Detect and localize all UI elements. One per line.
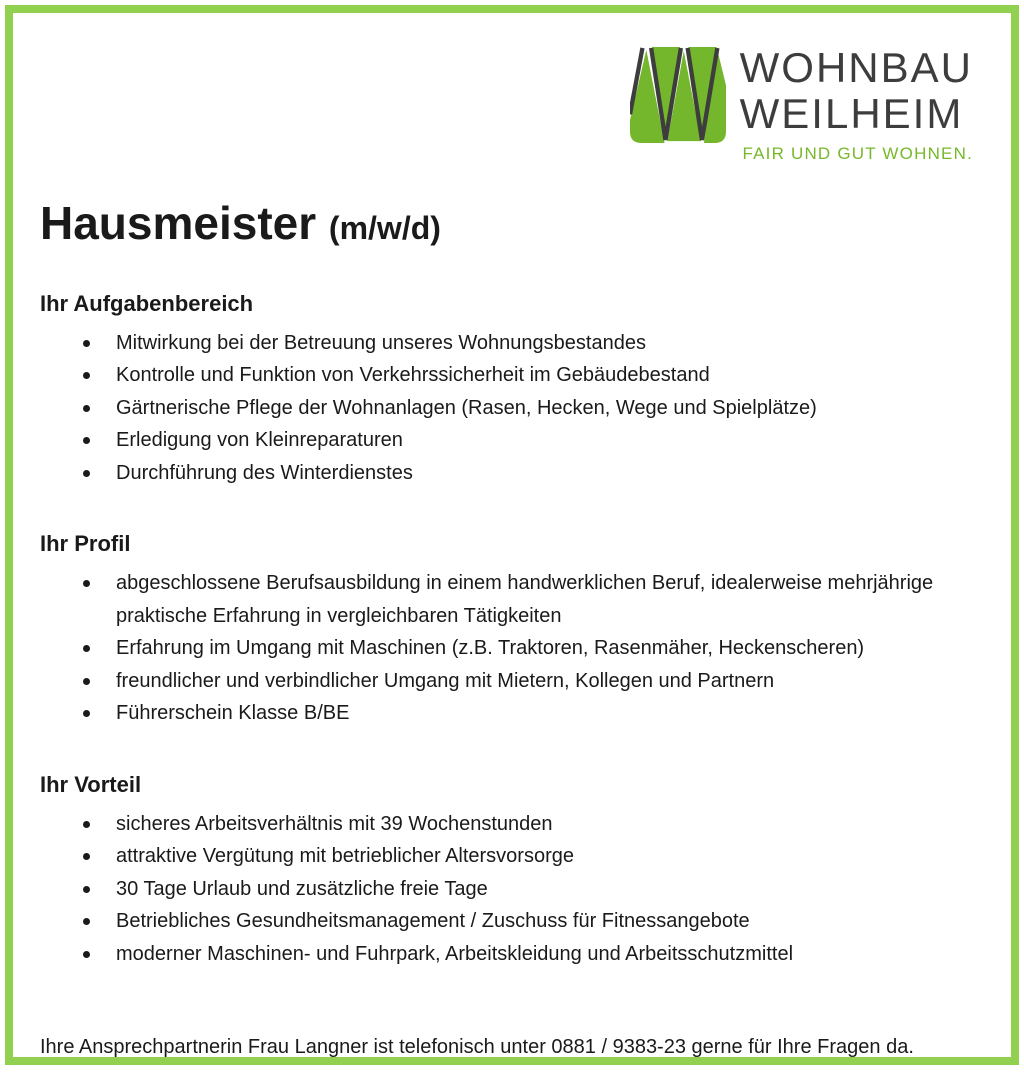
bullet-list: [40, 327, 991, 490]
header: [28, 45, 991, 164]
list-item: Durchführung des Winterdienstes: [81, 457, 991, 490]
section-heading: Ihr Aufgabenbereich: [40, 290, 254, 316]
logo-word-2: WEILHEIM: [739, 90, 964, 137]
bullet-list: [40, 808, 991, 971]
bullet-list: [40, 567, 991, 730]
list-item: abgeschlossene Berufsausbildung in einem handwerklichen Beruf, idealerweise mehrjährige praktische Erfahrung in vergleichbaren Tätigkeiten: [81, 567, 991, 632]
list-item: moderner Maschinen- und Fuhrpark, Arbeitskleidung und Arbeitsschutzmittel: [81, 938, 991, 971]
logo-word-1: WOHNBAU: [739, 44, 973, 91]
section-aufgabenbereich: [28, 291, 991, 490]
logo-text: [740, 45, 973, 164]
job-title-main: Hausmeister: [40, 197, 317, 249]
list-item: Mitwirkung bei der Betreuung unseres Wohnungsbestandes: [81, 327, 991, 360]
list-item: Erledigung von Kleinreparaturen: [81, 424, 991, 457]
company-logo: [630, 45, 973, 164]
list-item: Betriebliches Gesundheitsmanagement / Zuschuss für Fitnessangebote: [81, 905, 991, 938]
list-item: Kontrolle und Funktion von Verkehrssicherheit im Gebäudebestand: [81, 359, 991, 392]
contact-note: Ihre Ansprechpartnerin Frau Langner ist telefonisch unter 0881 / 9383-23 gerne für Ihre Fragen da.: [40, 1036, 914, 1059]
list-item: freundlicher und verbindlicher Umgang mit Mietern, Kollegen und Partnern: [81, 665, 991, 698]
list-item: Gärtnerische Pflege der Wohnanlagen (Rasen, Hecken, Wege und Spielplätze): [81, 392, 991, 425]
page-title: [40, 198, 991, 249]
job-ad-page: [5, 5, 1019, 1065]
list-item: sicheres Arbeitsverhältnis mit 39 Wochenstunden: [81, 808, 991, 841]
section-heading: Ihr Profil: [40, 531, 131, 557]
list-item: Führerschein Klasse B/BE: [81, 697, 991, 730]
page-content: [13, 45, 1011, 1060]
list-item: 30 Tage Urlaub und zusätzliche freie Tage: [81, 873, 991, 906]
list-item: attraktive Vergütung mit betrieblicher Altersvorsorge: [81, 840, 991, 873]
section-profil: [28, 531, 991, 730]
wohnbau-w-monogram-icon: [630, 47, 726, 143]
section-heading: Ihr Vorteil: [40, 771, 142, 797]
list-item: Erfahrung im Umgang mit Maschinen (z.B. Traktoren, Rasenmäher, Heckenscheren): [81, 632, 991, 665]
logo-tagline: FAIR UND GUT WOHNEN.: [742, 144, 973, 163]
section-vorteil: [28, 772, 991, 971]
job-title-suffix: (m/w/d): [328, 210, 441, 246]
